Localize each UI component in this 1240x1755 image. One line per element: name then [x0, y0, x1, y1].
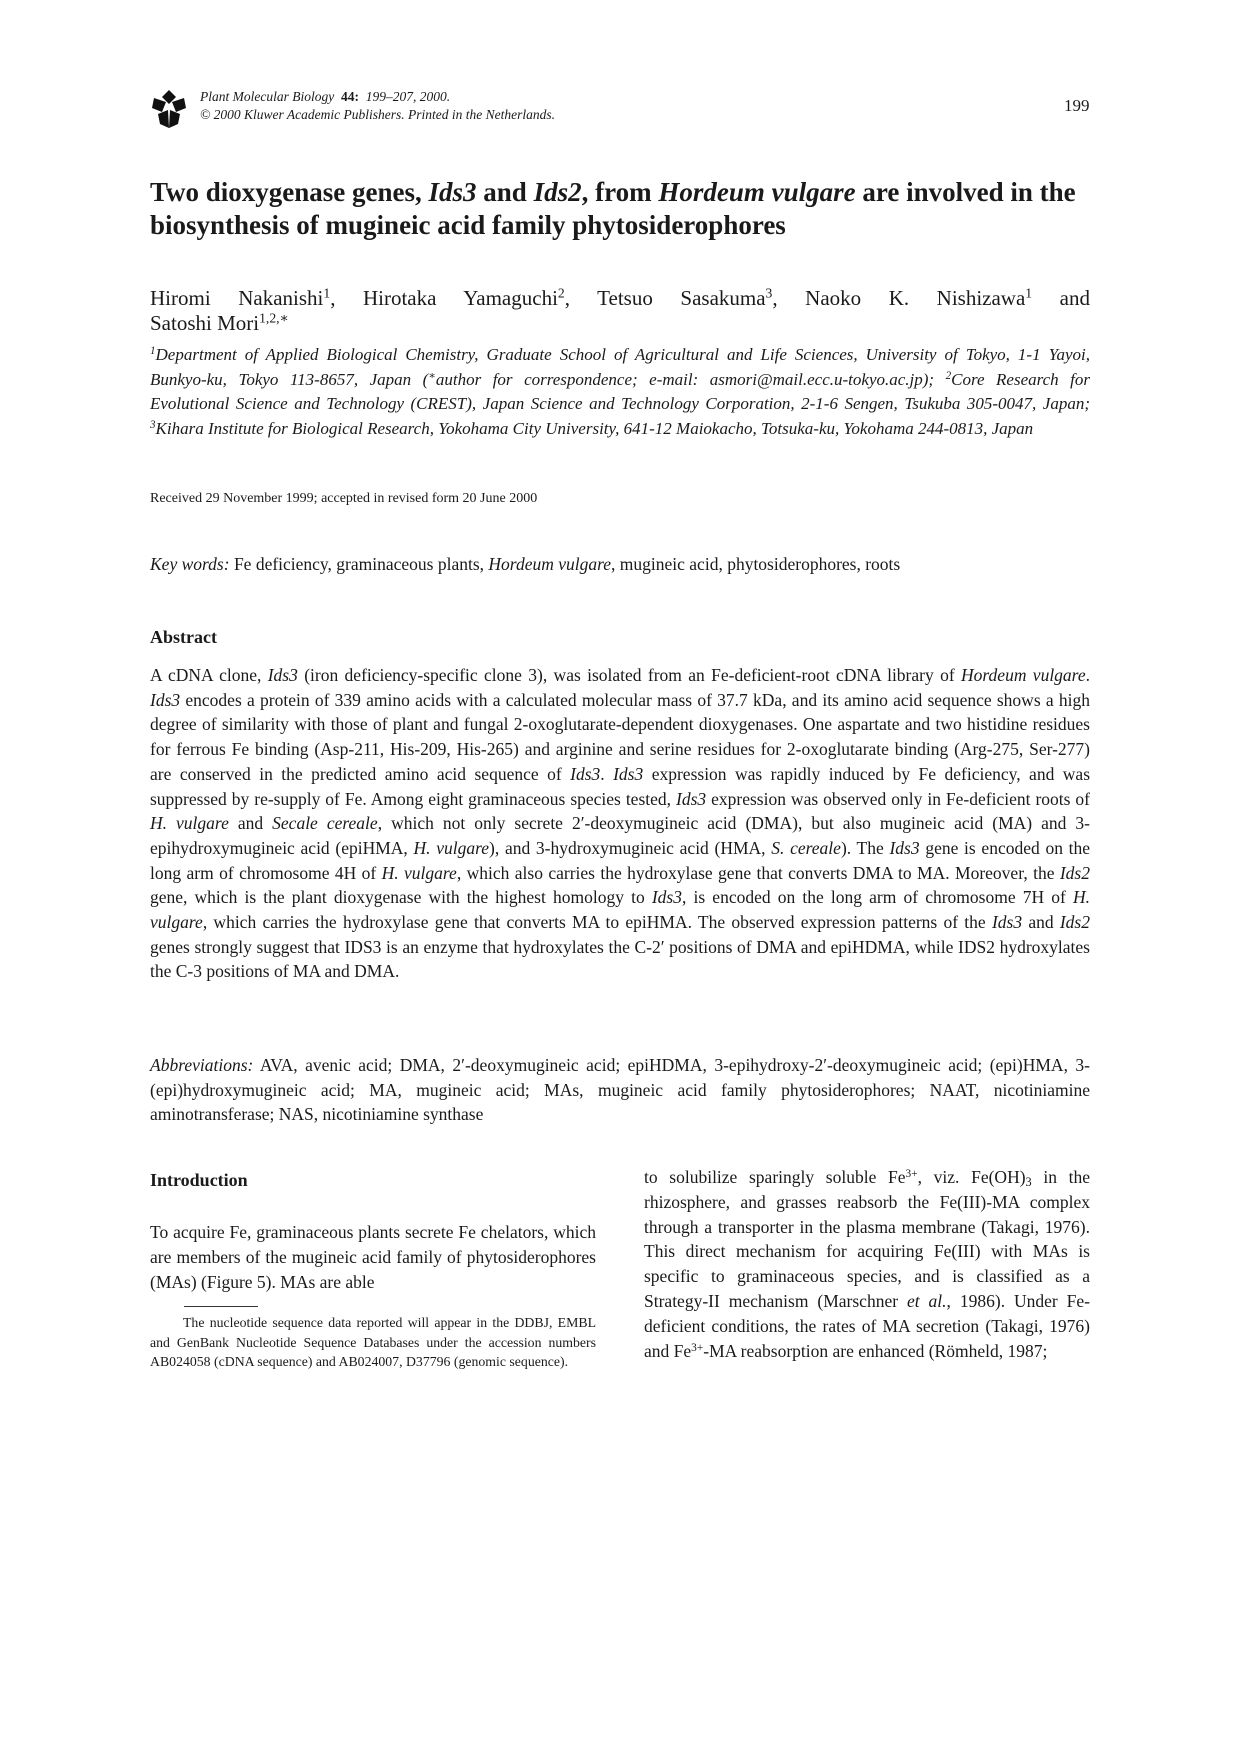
footnote: The nucleotide sequence data reported will appear in the DDBJ, EMBL and GenBank Nucleotide Sequence Databases under the accession numbers AB024058 (cDNA sequence) and AB024007, D37796 (genomic sequence). — [150, 1315, 596, 1370]
introduction-column-2: to solubilize sparingly soluble $Fe^{3+}$, viz. $Fe(OH)_3$ in the rhizosphere, and grasses reabsorb the Fe(III)-MA complex through a transporter in the plasma membrane (Takagi, 1976). This direct mechanism for acquiring Fe(III) with MAs is specific to graminaceous species, and is classified as a Strategy-II mechanism (Marschner et al., 1986). Under Fe-deficient conditions, the rates of MA secretion (Takagi, 1976) and $Fe^{3+}-MA$ reabsorption are enhanced (Römheld, 1987; — [644, 1167, 1091, 1361]
footnote-divider — [184, 1306, 258, 1307]
journal-pages: 199–207, 2000. — [365, 89, 451, 104]
article-title: Two dioxygenase genes, Ids3 and Ids2, from Hordeum vulgare are involved in the biosynthesis of mugineic acid family phytosiderophores — [150, 177, 1076, 240]
affiliations: $^1$Department of Applied Biological Chemistry, Graduate School of Agricultural and Life Sciences, University of Tokyo, 1-1 Yayoi, Bunkyo-ku, Tokyo 113-8657, Japan (∗author for correspondence; e-mail: asmori@mail.ecc.u-tokyo.ac.jp); $^2$Core Research for Evolutional Science and Technology (CREST), Japan Science and Technology Corporation, 2-1-6 Sengen, Tsukuba 305-0047, Japan; $^3$Kihara Institute for Biological Research, Yokohama City University, 641-12 Maiokacho, Totsuka-ku, Yokohama 244-0813, Japan — [150, 344, 1090, 438]
abbreviations-label: Abbreviations: — [150, 1055, 254, 1075]
keywords-label: Key words: — [150, 554, 230, 574]
abstract-text: A cDNA clone, Ids3 (iron deficiency-specific clone 3), was isolated from an Fe-deficient-root cDNA library of Hordeum vulgare. Ids3 encodes a protein of 339 amino acids with a calculated molecular mass of 37.7 kDa, and its amino acid sequence shows a high degree of similarity with those of plant and fungal 2-oxoglutarate-dependent dioxygenases. One aspartate and two histidine residues for ferrous Fe binding (Asp-211, His-209, His-265) and arginine and serine residues for 2-oxoglutarate binding (Arg-275, Ser-277) are conserved in the predicted amino acid sequence of Ids3. Ids3 expression was rapidly induced by Fe deficiency, and was suppressed by re-supply of Fe. Among eight graminaceous species tested, Ids3 expression was observed only in Fe-deficient roots of H. vulgare and Secale cereale, which not only secrete 2′-deoxymugineic acid (DMA), but also mugineic acid (MA) and 3-epihydroxymugineic acid (epiHMA, H. vulgare), and 3-hydroxymugineic acid (HMA, S. cereale). The Ids3 gene is encoded on the long arm of chromosome 4H of H. vulgare, which also carries the hydroxylase gene that converts DMA to MA. Moreover, the Ids2 gene, which is the plant dioxygenase with the highest homology to Ids3, is encoded on the long arm of chromosome 7H of H. vulgare, which carries the hydroxylase gene that converts MA to epiHMA. The observed expression patterns of the Ids3 and Ids2 genes strongly suggest that IDS3 is an enzyme that hydroxylates the C-2′ positions of DMA and epiHDMA, while IDS2 hydroxylates the C-3 positions of MA and DMA. — [150, 665, 1091, 982]
introduction-column-1: To acquire Fe, graminaceous plants secrete Fe chelators, which are members of the mugineic acid family of phytosiderophores (MAs) (Figure 5). MAs are able — [150, 1222, 596, 1292]
abbreviations: Abbreviations: AVA, avenic acid; DMA, 2′-deoxymugineic acid; epiHDMA, 3-epihydroxy-2′-deoxymugineic acid; (epi)HMA, 3-(epi)hydroxymugineic acid; MA, mugineic acid; MAs, mugineic acid family phytosiderophores; NAAT, nicotiniamine aminotransferase; NAS, nicotiniamine synthase — [150, 1055, 1090, 1125]
journal-name: Plant Molecular Biology — [200, 89, 335, 104]
journal-citation — [200, 88, 555, 106]
publisher-logo-icon — [152, 88, 186, 128]
abstract-heading: Abstract — [150, 627, 217, 647]
author-list: Hiromi Nakanishi$^1$, Hirotaka Yamaguchi$^2$, Tetsuo Sasakuma$^3$, Naoko K. Nishizawa$^1$ and — [150, 285, 1090, 310]
keywords: Key words: Fe deficiency, graminaceous plants, Hordeum vulgare, mugineic acid, phytosiderophores, roots — [150, 554, 901, 574]
journal-info — [200, 88, 555, 124]
page-number: 199 — [1064, 96, 1090, 115]
author-list-continued: Satoshi Mori$^{1,2,∗}$ — [150, 310, 289, 335]
received-dates: Received 29 November 1999; accepted in revised form 20 June 2000 — [150, 491, 538, 506]
journal-volume: 44: — [340, 89, 359, 104]
introduction-heading: Introduction — [150, 1170, 248, 1190]
copyright-line: © 2000 Kluwer Academic Publishers. Printed in the Netherlands. — [200, 107, 555, 122]
